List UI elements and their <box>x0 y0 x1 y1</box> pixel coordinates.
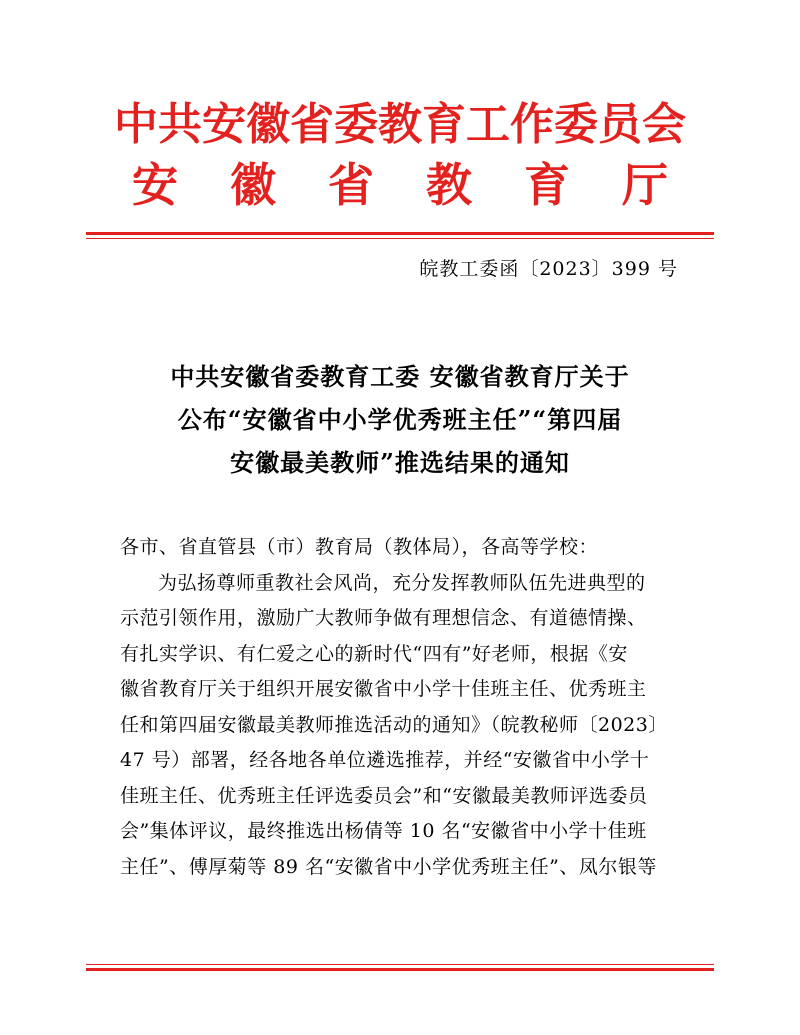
body-line: 示范引领作用，激励广大教师争做有理想信念、有道德情操、 <box>120 607 647 629</box>
document-body <box>120 530 690 885</box>
issuing-org-line2: 安徽省教育厅 <box>132 158 720 212</box>
body-line: 徽省教育厅关于组织开展安徽省中小学十佳班主任、优秀班主 <box>120 678 647 700</box>
body-line: 主任”、傅厚菊等 89 名“安徽省中小学优秀班主任”、凤尔银等 <box>120 855 657 878</box>
header-rule-thin <box>86 238 714 239</box>
salutation: 各市、省直管县（市）教育局（教体局），各高等学校： <box>120 536 599 558</box>
title-line-3: 安徽最美教师”推选结果的通知 <box>230 448 570 477</box>
body-line: 任和第四届安徽最美教师推选活动的通知》（皖教秘师〔2023〕 <box>120 713 668 736</box>
title-line-1: 中共安徽省委教育工委 安徽省教育厅关于 <box>170 362 630 391</box>
body-line: 有扎实学识、有仁爱之心的新时代“四有”好老师，根据《安 <box>120 642 628 665</box>
footer-rule-thick <box>86 968 714 971</box>
document-header <box>0 95 800 215</box>
body-line: 47 号）部署，经各地各单位遴选推荐，并经“安徽省中小学十 <box>120 749 650 771</box>
title-line-2: 公布“安徽省中小学优秀班主任”“第四届 <box>177 405 623 434</box>
body-line: 为弘扬尊师重教社会风尚，充分发挥教师队伍先进典型的 <box>158 571 646 594</box>
footer-rule-thin <box>86 964 714 965</box>
body-line: 佳班主任、优秀班主任评选委员会”和“安徽最美教师评选委员 <box>120 784 648 807</box>
document-number: 皖教工委函〔2023〕399 号 <box>419 258 678 280</box>
document-title <box>100 355 700 484</box>
body-line: 会”集体评议，最终推选出杨倩等 10 名“安徽省中小学十佳班 <box>120 820 647 842</box>
issuing-org-line1: 中共安徽省委教育工作委员会 <box>114 99 686 150</box>
header-rule-thick <box>86 232 714 235</box>
